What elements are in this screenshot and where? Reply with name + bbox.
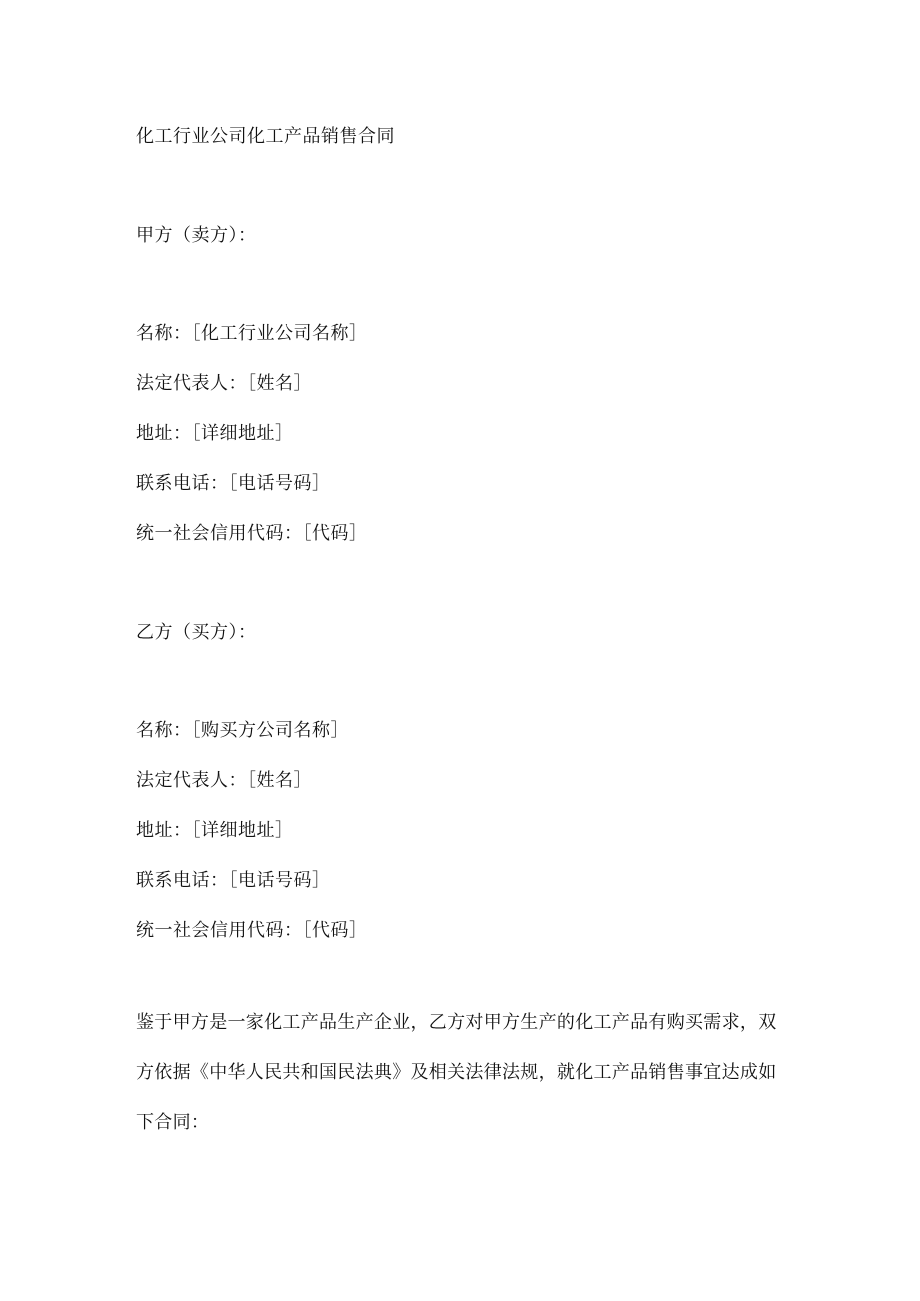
party-a-heading: 甲方（卖方）： <box>136 225 257 246</box>
party-b-credit-code: 统一社会信用代码：［代码］ <box>136 920 368 941</box>
preamble-paragraph <box>136 998 786 1148</box>
party-a-legal-rep: 法定代表人：［姓名］ <box>136 373 312 394</box>
party-b-heading: 乙方（买方）： <box>136 622 257 643</box>
party-b-address: 地址：［详细地址］ <box>136 820 294 841</box>
party-a-credit-code: 统一社会信用代码：［代码］ <box>136 523 368 544</box>
party-a-name: 名称：［化工行业公司名称］ <box>136 323 368 344</box>
party-b-legal-rep: 法定代表人：［姓名］ <box>136 770 312 791</box>
preamble-line: 下合同： <box>136 1112 210 1133</box>
party-b-phone: 联系电话：［电话号码］ <box>136 870 331 891</box>
party-a-phone: 联系电话：［电话号码］ <box>136 473 331 494</box>
preamble-line: 方依据《中华人民共和国民法典》及相关法律法规，就化工产品销售事宜达成如 <box>136 1062 777 1083</box>
party-a-address: 地址：［详细地址］ <box>136 423 294 444</box>
document-title: 化工行业公司化工产品销售合同 <box>136 126 395 147</box>
preamble-line: 鉴于甲方是一家化工产品生产企业，乙方对甲方生产的化工产品有购买需求，双 <box>136 1012 777 1033</box>
party-b-name: 名称：［购买方公司名称］ <box>136 720 349 741</box>
